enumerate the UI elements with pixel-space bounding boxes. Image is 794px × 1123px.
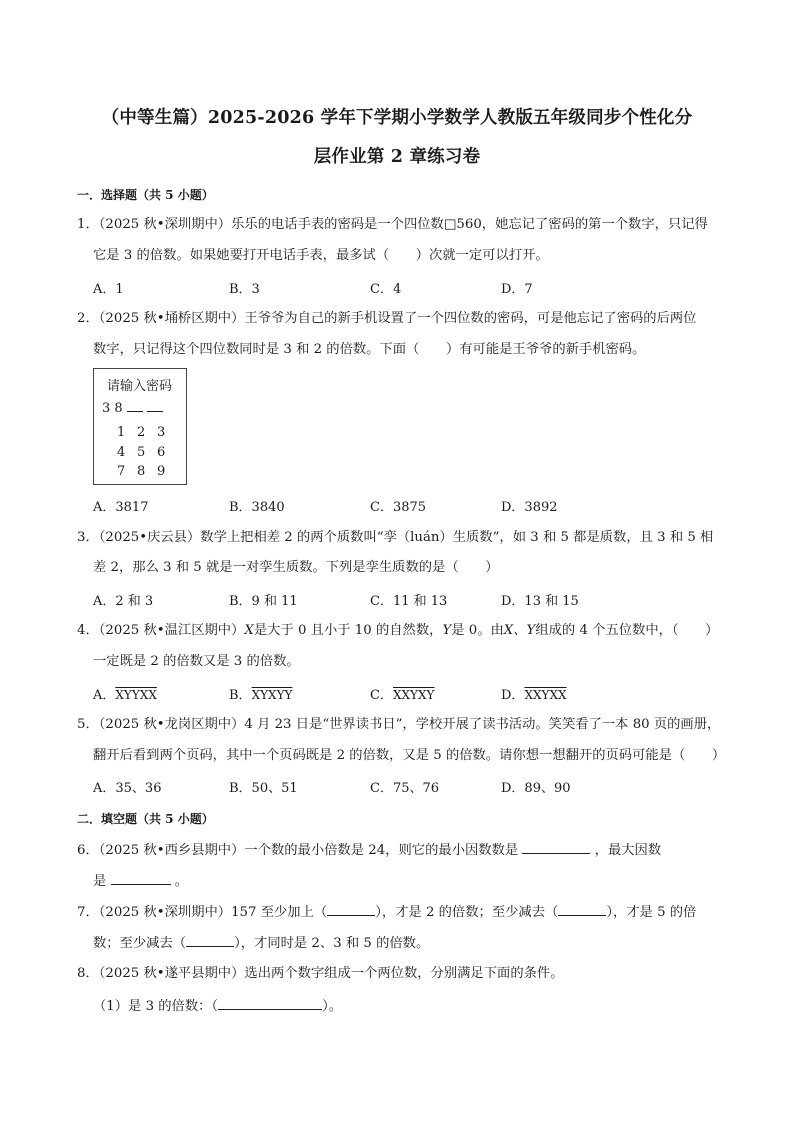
keypad-key: 5 <box>137 445 146 460</box>
keypad-key: 9 <box>157 464 166 479</box>
question-8-text: ）。 <box>322 999 343 1014</box>
option-value: XYXYY <box>251 688 293 702</box>
question-6-text: 。 <box>174 874 189 889</box>
question-5-line1: 5．（2025 秋•龙岗区期中）4 月 23 日是“世界读书日”，学校开展了读书活动。笑笑看了一本 80 页的画册， <box>77 717 721 732</box>
keypad-key: 7 <box>117 464 126 479</box>
option-d: D．3892 <box>501 500 558 515</box>
option-value: XXYXX <box>524 688 567 702</box>
keypad-row <box>117 464 177 479</box>
question-8-line1: 8．（2025 秋•遂平县期中）选出两个数字组成一个两位数，分别满足下面的条件。 <box>77 966 564 981</box>
section-heading-fill: 二．填空题（共 5 小题） <box>77 812 214 826</box>
variable-x: X <box>244 623 254 638</box>
question-3-line2: 差 2，那么 3 和 5 就是一对孪生质数。下列是孪生质数的是（ ） <box>93 560 499 575</box>
keypad-key: 2 <box>137 425 146 440</box>
answer-blank[interactable] <box>522 840 590 854</box>
option-b: B．3840 <box>229 500 285 515</box>
question-3-line1: 3．（2025•庆云县）数学上把相差 2 的两个质数叫“孪（luán）生质数”，如 3 和 5 都是质数，且 3 和 5 相 <box>77 530 714 545</box>
option-value: XXYXY <box>392 688 435 702</box>
keypad-row <box>117 425 177 440</box>
option-b: B．3 <box>229 282 260 297</box>
question-7-text: ），才同时是 2、3 和 5 的倍数。 <box>234 936 430 951</box>
section-heading-choice: 一．选择题（共 5 小题） <box>77 188 214 202</box>
answer-blank[interactable] <box>327 902 375 916</box>
option-c: C．4 <box>370 282 402 297</box>
question-7-text: ），才是 2 的倍数；至少减去（ <box>375 905 559 920</box>
question-3-options <box>93 590 733 610</box>
question-6-line1 <box>77 840 737 861</box>
question-5-options <box>93 777 733 797</box>
option-a: A．35、36 <box>93 781 162 796</box>
question-2-line1: 2．（2025 秋•埇桥区期中）王爷爷为自己的新手机设置了一个四位数的密码，可是他忘记了密码的后两位 <box>77 311 697 326</box>
variable-y: Y <box>442 623 452 638</box>
answer-blank[interactable] <box>218 996 322 1010</box>
page-title-line1: （中等生篇）2025-2026 学年下学期小学数学人教版五年级同步个性化分 <box>101 108 693 128</box>
answer-blank[interactable] <box>186 933 234 947</box>
option-a <box>93 684 157 703</box>
keypad-entry-digits: 3 8 <box>102 401 123 416</box>
keypad-title: 请输入密码 <box>107 379 173 394</box>
question-6-text: 6．（2025 秋•西乡县期中）一个数的最小倍数是 24，则它的最小因数数是 <box>77 843 519 858</box>
question-4-options <box>93 684 733 704</box>
page-title-line2: 层作业第 2 章练习卷 <box>313 147 481 167</box>
question-2-options <box>93 496 733 516</box>
keypad-key: 1 <box>117 425 126 440</box>
option-d: D．13 和 15 <box>501 594 579 609</box>
keypad-key: 4 <box>117 445 126 460</box>
option-c <box>370 684 434 703</box>
question-4-text: 组成的 4 个五位数中，（ ） <box>535 623 719 638</box>
option-d: D．89、90 <box>501 781 571 796</box>
question-8-line2 <box>93 996 753 1017</box>
question-2-line2: 数字，只记得这个四位数同时是 3 和 2 的倍数。下面（ ）有可能是王爷爷的新手机密码。 <box>93 342 646 357</box>
option-d <box>501 684 567 703</box>
option-b: B．9 和 11 <box>229 594 298 609</box>
question-4-text: 是 0。由 <box>451 623 504 638</box>
option-c: C．75、76 <box>370 781 440 796</box>
answer-blank[interactable] <box>111 871 171 885</box>
option-d: D．7 <box>501 282 533 297</box>
keypad-entry <box>102 401 163 416</box>
option-label: D． <box>501 688 525 703</box>
option-label: C． <box>370 688 393 703</box>
answer-blank[interactable] <box>558 902 606 916</box>
question-1-line2: 它是 3 的倍数。如果她要打开电话手表，最多试（ ）次就一定可以打开。 <box>93 248 549 263</box>
keypad-key: 3 <box>157 425 166 440</box>
question-7-text: ），才是 5 的倍 <box>606 905 697 920</box>
option-a: A．3817 <box>93 500 149 515</box>
variables-xy: X、Y <box>503 623 536 638</box>
question-5-line2: 翻开后看到两个页码，其中一个页码既是 2 的倍数，又是 5 的倍数。请你想一想翻开的页码可能是（ ） <box>93 748 726 763</box>
question-6-line2 <box>93 871 753 892</box>
question-4-line1 <box>77 621 737 641</box>
question-1-line1: 1．（2025 秋•深圳期中）乐乐的电话手表的密码是一个四位数□560，她忘记了密码的第一个数字，只记得 <box>77 217 708 232</box>
option-label: A． <box>93 688 116 703</box>
option-label: B． <box>229 688 252 703</box>
option-b: B．50、51 <box>229 781 298 796</box>
question-6-text: 是 <box>93 874 107 889</box>
keypad-key: 8 <box>137 464 146 479</box>
question-6-text: ，最大因数 <box>594 843 662 858</box>
option-b <box>229 684 292 703</box>
question-8-text: （1）是 3 的倍数：（ <box>93 999 219 1014</box>
password-keypad-figure <box>93 368 187 485</box>
option-a: A．2 和 3 <box>93 594 154 609</box>
question-7-line1 <box>77 902 737 923</box>
keypad-key: 6 <box>157 445 166 460</box>
keypad-row <box>117 445 177 460</box>
question-4-source: 4．（2025 秋•温江区期中） <box>77 623 245 638</box>
question-7-text: 7．（2025 秋•深圳期中）157 至少加上（ <box>77 905 328 920</box>
option-c: C．11 和 13 <box>370 594 448 609</box>
option-c: C．3875 <box>370 500 427 515</box>
question-7-text: 数；至少减去（ <box>93 936 187 951</box>
question-1-options <box>93 278 733 298</box>
question-4-line2: 一定既是 2 的倍数又是 3 的倍数。 <box>93 654 300 669</box>
question-7-line2 <box>93 933 753 954</box>
question-4-text: 是大于 0 且小于 10 的自然数， <box>253 623 443 638</box>
option-a: A．1 <box>93 282 124 297</box>
option-value: XYYXX <box>115 688 157 702</box>
